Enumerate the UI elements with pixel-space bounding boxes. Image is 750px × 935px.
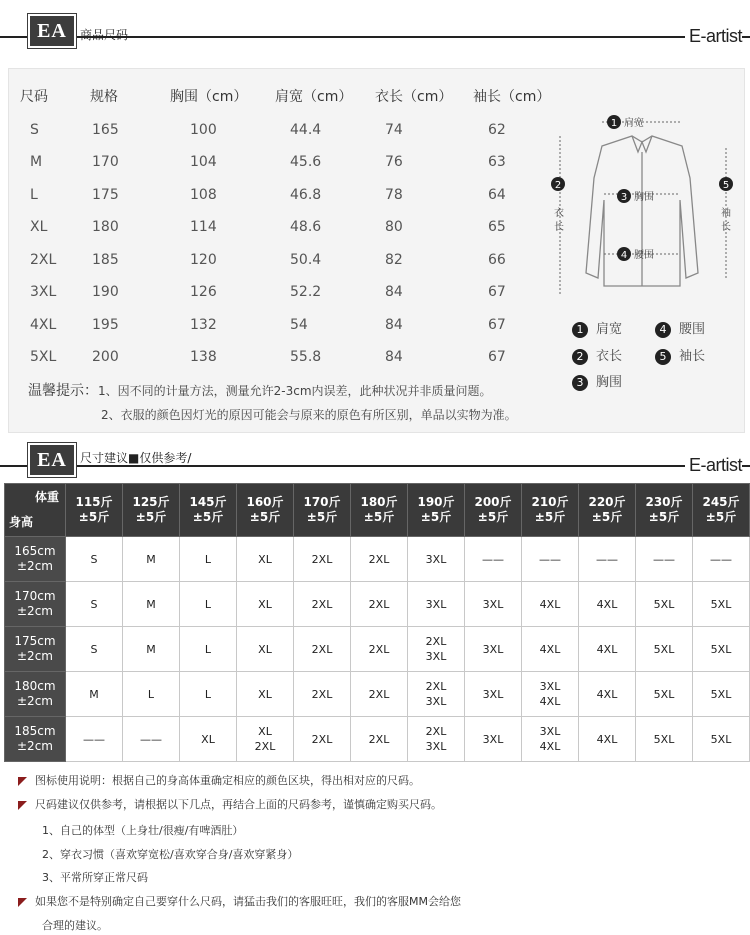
grid-height-header: 170cm ±2cm xyxy=(5,582,66,627)
size-table-cell: L xyxy=(30,186,38,203)
tip-line-2: 2、衣服的颜色因灯光的原因可能会与原来的原色有所区别，单品以实物为准。 xyxy=(101,408,517,422)
grid-size-cell: 3XL xyxy=(408,537,465,582)
size-table-cell: 165 xyxy=(92,121,119,138)
brand-logo-2: EA xyxy=(28,443,76,477)
grid-size-cell: 2XL xyxy=(294,627,351,672)
grid-size-cell: 2XL xyxy=(351,717,408,762)
grid-size-cell: 3XL xyxy=(465,582,522,627)
grid-size-cell: 3XL xyxy=(465,717,522,762)
grid-size-cell: 2XL xyxy=(294,717,351,762)
grid-size-cell: 4XL xyxy=(579,582,636,627)
size-table-cell: 2XL xyxy=(30,251,57,268)
grid-weight-header: 200斤 ±5斤 xyxy=(465,484,522,537)
grid-height-header: 185cm ±2cm xyxy=(5,717,66,762)
grid-size-cell: 2XL xyxy=(351,627,408,672)
grid-height-header: 175cm ±2cm xyxy=(5,627,66,672)
advice-title: 尺寸建议■仅供参考/ xyxy=(80,451,192,465)
grid-row xyxy=(5,672,750,717)
size-table-cell: 120 xyxy=(190,251,217,268)
size-table-cell: 64 xyxy=(488,186,506,203)
grid-header-row xyxy=(5,484,750,537)
grid-corner xyxy=(5,484,66,537)
garment-diagram xyxy=(540,108,740,308)
marker-2-num: 2 xyxy=(554,180,562,191)
grid-size-cell: 3XL 4XL xyxy=(522,672,579,717)
sleeve-label-2: 长 xyxy=(721,222,731,233)
size-table-header: 规格 xyxy=(90,89,118,105)
size-table-cell: 82 xyxy=(385,251,403,268)
size-table-cell: 185 xyxy=(92,251,119,268)
shoulder-label: 肩宽 xyxy=(624,118,644,129)
size-table-cell: 62 xyxy=(488,121,506,138)
bullet-icon xyxy=(18,801,27,810)
size-table-cell: 76 xyxy=(385,154,403,170)
size-table-cell: 132 xyxy=(190,316,217,333)
tip-text-1: 1、因不同的计量方法，测量允许2-3cm内误差，此种状况并非质量问题。 xyxy=(98,384,492,398)
size-table-cell: 84 xyxy=(385,284,403,300)
grid-row xyxy=(5,582,750,627)
grid-size-cell: L xyxy=(180,537,237,582)
size-table-cell: 200 xyxy=(92,349,119,365)
note-1: 图标使用说明：根据自己的身高体重确定相应的颜色区块，得出相对应的尺码。 xyxy=(18,772,420,788)
size-table-header: 袖长（cm） xyxy=(473,89,551,105)
grid-weight-header: 220斤 ±5斤 xyxy=(579,484,636,537)
grid-row xyxy=(5,537,750,582)
size-table-cell: 50.4 xyxy=(290,251,322,268)
grid-row xyxy=(5,717,750,762)
grid-size-cell: 5XL xyxy=(693,627,750,672)
grid-size-cell: 2XL xyxy=(351,582,408,627)
grid-row xyxy=(5,627,750,672)
size-table-cell: 190 xyxy=(92,284,119,300)
grid-weight-header: 245斤 ±5斤 xyxy=(693,484,750,537)
size-table-cell: 108 xyxy=(190,186,217,203)
size-table-cell: 48.6 xyxy=(290,219,322,235)
size-table-cell: 84 xyxy=(385,349,403,365)
grid-size-cell: M xyxy=(123,537,180,582)
marker-5-num: 5 xyxy=(722,180,730,191)
size-table-cell: 175 xyxy=(92,186,119,203)
size-table-cell: 55.8 xyxy=(290,349,322,365)
grid-size-cell: 2XL 3XL xyxy=(408,717,465,762)
size-table-cell: 65 xyxy=(488,219,506,235)
size-table-cell: 126 xyxy=(190,284,217,300)
size-table-cell: 67 xyxy=(488,316,506,333)
size-table-cell: 46.8 xyxy=(290,186,322,203)
grid-size-cell: M xyxy=(123,627,180,672)
size-table-cell: 5XL xyxy=(30,349,57,365)
grid-weight-header: 145斤 ±5斤 xyxy=(180,484,237,537)
size-table-cell: 66 xyxy=(488,251,506,268)
size-table-header: 胸围（cm） xyxy=(170,89,248,105)
length-label-2: 长 xyxy=(554,222,564,233)
legend-item-3: 3 胸围 xyxy=(572,371,622,391)
legend-item-2: 2 衣长 xyxy=(572,345,622,365)
grid-size-cell: 5XL xyxy=(636,627,693,672)
marker-1-num: 1 xyxy=(610,118,618,129)
grid-size-cell: M xyxy=(66,672,123,717)
bullet-icon xyxy=(18,777,27,786)
tip-label: 温馨提示： xyxy=(28,383,98,399)
legend-item-5: 5 袖长 xyxy=(655,345,705,365)
grid-size-cell: S xyxy=(66,627,123,672)
grid-size-cell: 4XL xyxy=(579,717,636,762)
weight-axis-label: 体重 xyxy=(34,490,59,504)
grid-weight-header: 170斤 ±5斤 xyxy=(294,484,351,537)
grid-size-cell: M xyxy=(123,582,180,627)
grid-size-cell: XL xyxy=(180,717,237,762)
grid-size-cell: L xyxy=(180,582,237,627)
size-table-cell: 180 xyxy=(92,219,119,235)
grid-size-cell: —— xyxy=(123,717,180,762)
grid-size-cell: 5XL xyxy=(636,717,693,762)
grid-size-cell: 5XL xyxy=(693,717,750,762)
size-table-cell: 67 xyxy=(488,284,506,300)
grid-size-cell: 2XL xyxy=(351,537,408,582)
grid-size-cell: 2XL xyxy=(351,672,408,717)
marker-4-num: 4 xyxy=(620,250,628,261)
grid-weight-header: 160斤 ±5斤 xyxy=(237,484,294,537)
size-table-cell: 138 xyxy=(190,349,217,365)
grid-size-cell: —— xyxy=(579,537,636,582)
brand-logo: EA xyxy=(28,14,76,48)
grid-height-header: 180cm ±2cm xyxy=(5,672,66,717)
grid-size-cell: 5XL xyxy=(693,672,750,717)
size-table-cell: 104 xyxy=(190,154,217,170)
size-table-cell: 100 xyxy=(190,121,217,138)
size-table-cell: S xyxy=(30,121,39,138)
bullet-icon xyxy=(18,898,27,907)
size-table-cell: 45.6 xyxy=(290,154,322,170)
section-header-advice xyxy=(0,443,750,483)
grid-size-cell: 5XL xyxy=(693,582,750,627)
grid-weight-header: 190斤 ±5斤 xyxy=(408,484,465,537)
grid-size-cell: —— xyxy=(693,537,750,582)
note-3: 1、自己的体型（上身壮/很瘦/有啤酒肚） xyxy=(42,824,244,837)
size-table-cell: 74 xyxy=(385,121,403,138)
grid-size-cell: XL xyxy=(237,672,294,717)
grid-size-cell: L xyxy=(180,672,237,717)
note-2: 尺码建议仅供参考，请根据以下几点，再结合上面的尺码参考，谨慎确定购买尺码。 xyxy=(18,796,442,812)
grid-size-cell: XL xyxy=(237,537,294,582)
grid-size-cell: XL 2XL xyxy=(237,717,294,762)
grid-weight-header: 210斤 ±5斤 xyxy=(522,484,579,537)
note-7: 合理的建议。 xyxy=(42,919,108,932)
grid-size-cell: 4XL xyxy=(522,627,579,672)
grid-size-cell: 3XL xyxy=(465,627,522,672)
size-table-header: 肩宽（cm） xyxy=(275,89,353,105)
size-table-header: 衣长（cm） xyxy=(375,89,453,105)
note-5: 3、平常所穿正常尺码 xyxy=(42,871,148,884)
grid-size-cell: —— xyxy=(465,537,522,582)
grid-height-header: 165cm ±2cm xyxy=(5,537,66,582)
waist-label: 腰围 xyxy=(634,250,654,261)
size-table-cell: 3XL xyxy=(30,284,57,300)
grid-size-cell: 3XL xyxy=(465,672,522,717)
grid-size-cell: S xyxy=(66,582,123,627)
tip-line-1 xyxy=(28,380,492,400)
size-table-cell: 63 xyxy=(488,154,506,170)
grid-size-cell: L xyxy=(180,627,237,672)
size-advice-grid xyxy=(4,483,750,762)
size-table-cell: 80 xyxy=(385,219,403,235)
section-title: 商品尺码 xyxy=(80,28,129,42)
grid-size-cell: 2XL xyxy=(294,582,351,627)
size-table-cell: M xyxy=(30,154,43,170)
size-table-cell: 114 xyxy=(190,219,217,235)
grid-size-cell: 2XL 3XL xyxy=(408,627,465,672)
grid-size-cell: 3XL 4XL xyxy=(522,717,579,762)
size-table-cell: 78 xyxy=(385,186,403,203)
brand-name-2: E-artist xyxy=(685,455,742,476)
grid-size-cell: 2XL 3XL xyxy=(408,672,465,717)
note-6: 如果您不是特别确定自己要穿什么尺码，请猛击我们的客服旺旺，我们的客服MM会给您 xyxy=(18,893,461,909)
grid-size-cell: 4XL xyxy=(579,672,636,717)
size-table-cell: 84 xyxy=(385,316,403,333)
size-table-cell: 4XL xyxy=(30,316,57,333)
grid-size-cell: 5XL xyxy=(636,672,693,717)
grid-size-cell: 4XL xyxy=(579,627,636,672)
legend-item-1: 1 肩宽 xyxy=(572,318,622,338)
grid-size-cell: XL xyxy=(237,582,294,627)
grid-size-cell: —— xyxy=(66,717,123,762)
grid-weight-header: 230斤 ±5斤 xyxy=(636,484,693,537)
size-table-cell: XL xyxy=(30,219,48,235)
grid-size-cell: —— xyxy=(636,537,693,582)
marker-3-num: 3 xyxy=(620,192,628,203)
size-table-cell: 67 xyxy=(488,349,506,365)
grid-size-cell: S xyxy=(66,537,123,582)
grid-weight-header: 125斤 ±5斤 xyxy=(123,484,180,537)
grid-size-cell: 2XL xyxy=(294,537,351,582)
grid-size-cell: 4XL xyxy=(522,582,579,627)
grid-size-cell: XL xyxy=(237,627,294,672)
grid-size-cell: 3XL xyxy=(408,582,465,627)
grid-size-cell: 5XL xyxy=(636,582,693,627)
size-table-cell: 54 xyxy=(290,316,308,333)
size-table-header: 尺码 xyxy=(20,89,48,105)
size-table-cell: 170 xyxy=(92,154,119,170)
sleeve-label-1: 袖 xyxy=(721,208,731,219)
grid-size-cell: 2XL xyxy=(294,672,351,717)
length-label-1: 衣 xyxy=(554,208,564,219)
note-4: 2、穿衣习惯（喜欢穿宽松/喜欢穿合身/喜欢穿紧身） xyxy=(42,848,299,861)
size-table-cell: 44.4 xyxy=(290,121,322,138)
size-table-cell: 195 xyxy=(92,316,119,333)
grid-weight-header: 115斤 ±5斤 xyxy=(66,484,123,537)
size-table-cell: 52.2 xyxy=(290,284,322,300)
brand-name: E-artist xyxy=(685,26,742,47)
grid-weight-header: 180斤 ±5斤 xyxy=(351,484,408,537)
legend-item-4: 4 腰围 xyxy=(655,318,705,338)
grid-size-cell: —— xyxy=(522,537,579,582)
section-header-size xyxy=(0,14,750,54)
height-axis-label: 身高 xyxy=(9,515,34,529)
grid-size-cell: L xyxy=(123,672,180,717)
chest-label: 胸围 xyxy=(634,192,654,203)
